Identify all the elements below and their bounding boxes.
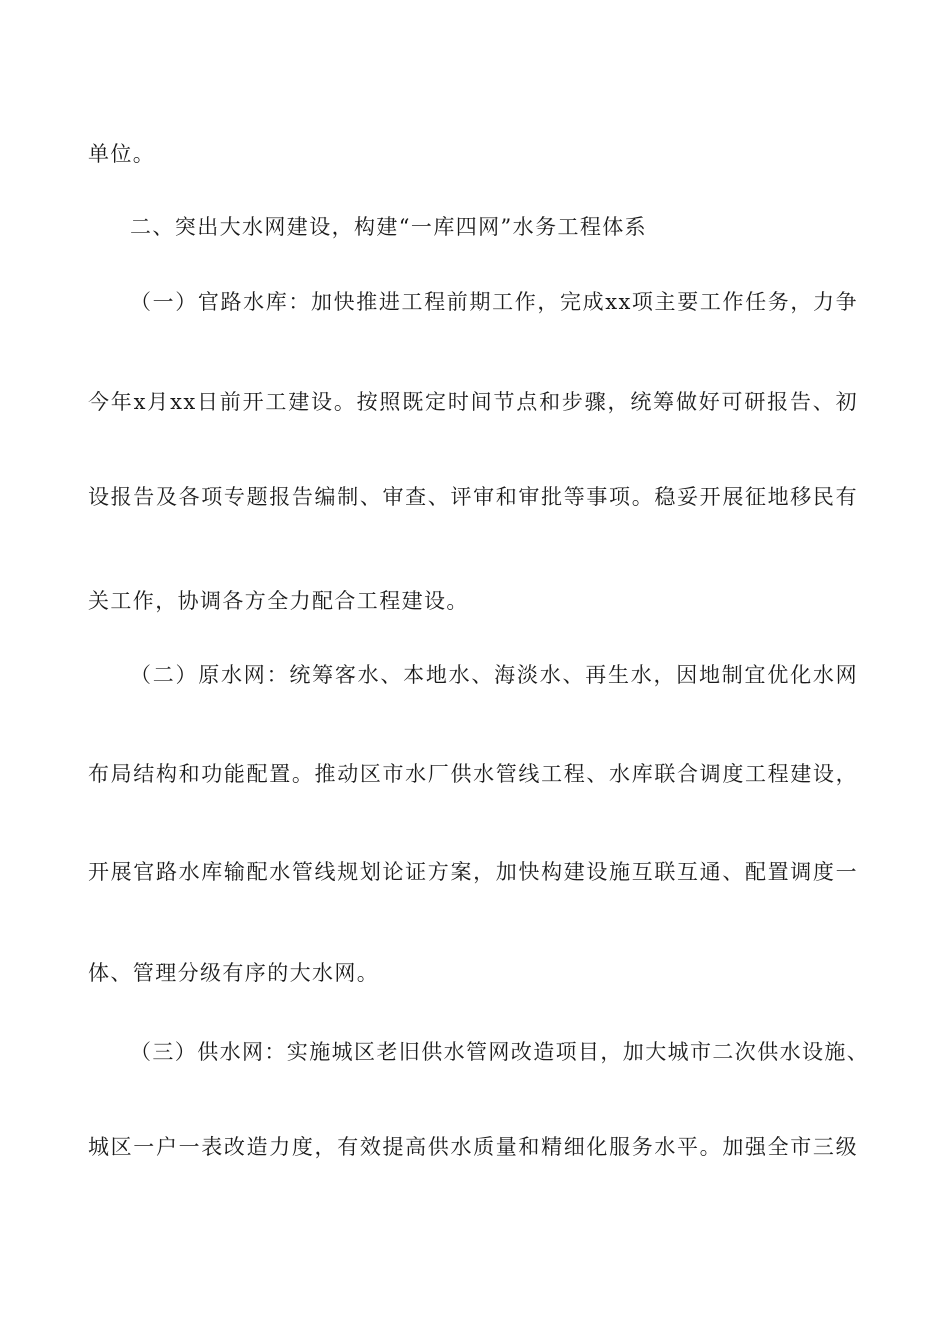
paragraph-water-supply-network-line-1: （三）供水网：实施城区老旧供水管网改造项目，加大城市二次供水设施、 <box>130 1040 870 1064</box>
section-heading-two: 二、突出大水网建设，构建“一库四网”水务工程体系 <box>130 215 648 239</box>
paragraph-line-end-unit: 单位。 <box>88 142 156 166</box>
paragraph-guanlu-reservoir-line-3: 设报告及各项专题报告编制、审查、评审和审批等事项。稳妥开展征地移民有 <box>88 485 858 509</box>
paragraph-guanlu-reservoir-line-2: 今年x月xx日前开工建设。按照既定时间节点和步骤，统筹做好可研报告、初 <box>88 390 858 414</box>
paragraph-raw-water-network-line-2: 布局结构和功能配置。推动区市水厂供水管线工程、水库联合调度工程建设， <box>88 762 858 786</box>
paragraph-water-supply-network-line-2: 城区一户一表改造力度，有效提高供水质量和精细化服务水平。加强全市三级 <box>88 1135 858 1159</box>
paragraph-raw-water-network-line-4: 体、管理分级有序的大水网。 <box>88 961 380 985</box>
paragraph-raw-water-network-line-1: （二）原水网：统筹客水、本地水、海淡水、再生水，因地制宜优化水网 <box>130 663 858 687</box>
paragraph-guanlu-reservoir-line-1: （一）官路水库：加快推进工程前期工作，完成xx项主要工作任务，力争 <box>130 290 858 314</box>
paragraph-raw-water-network-line-3: 开展官路水库输配水管线规划论证方案，加快构建设施互联互通、配置调度一 <box>88 860 858 884</box>
paragraph-guanlu-reservoir-line-4: 关工作，协调各方全力配合工程建设。 <box>88 589 469 613</box>
